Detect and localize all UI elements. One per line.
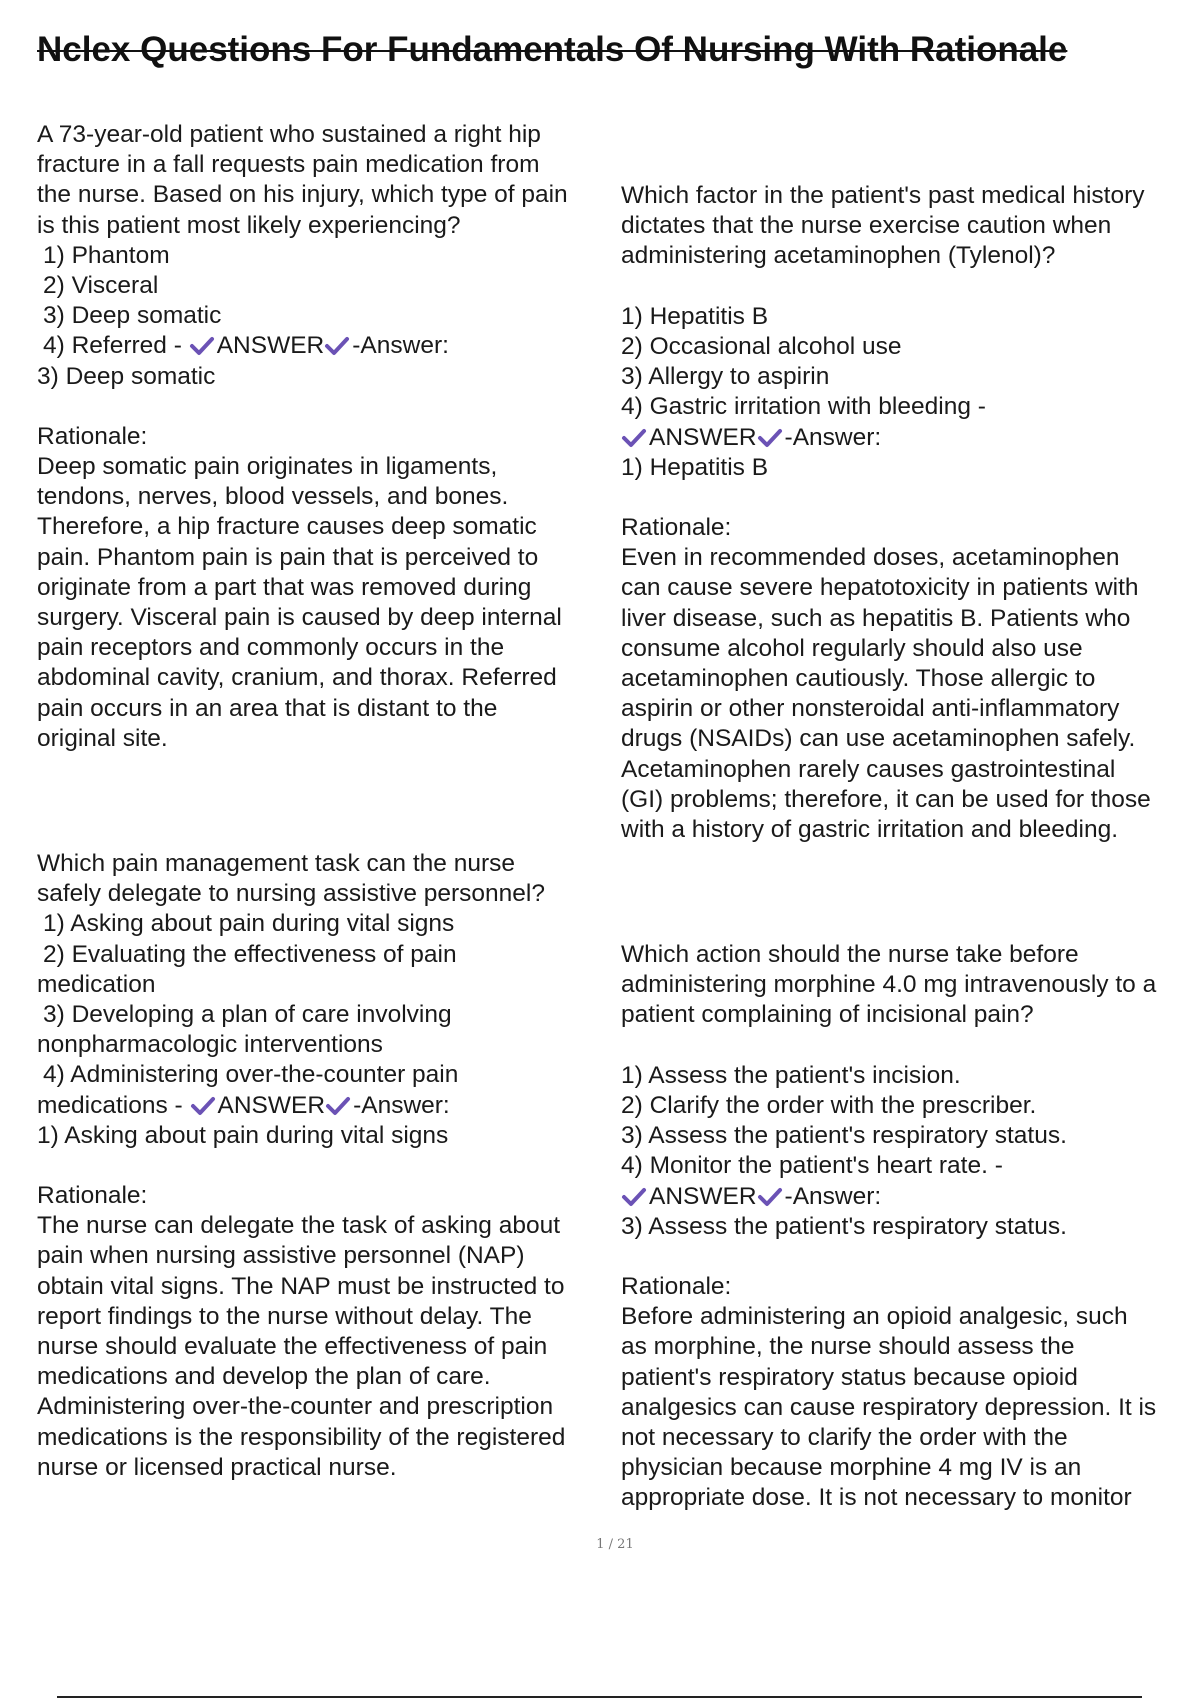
rationale-line: drugs (NSAIDs) can use acetaminophen safely. bbox=[621, 725, 1136, 753]
rationale-line: with a history of gastric irritation and bleeding. bbox=[621, 815, 1119, 843]
question-stem-line: administering morphine 4.0 mg intravenously to a bbox=[621, 971, 1157, 999]
rationale-line: liver disease, such as hepatitis B. Patients who bbox=[621, 604, 1131, 632]
question-stem-line: safely delegate to nursing assistive personnel? bbox=[37, 880, 546, 908]
answer-suffix: -Answer: bbox=[353, 1091, 450, 1119]
rationale-label: Rationale: bbox=[37, 1182, 148, 1210]
question-stem-line: is this patient most likely experiencing? bbox=[37, 211, 461, 239]
check-icon bbox=[621, 426, 647, 456]
answer-option: 3) Assess the patient's respiratory status. bbox=[621, 1122, 1067, 1150]
rationale-line: can cause severe hepatotoxicity in patients with bbox=[621, 574, 1139, 602]
question-stem-line: Which pain management task can the nurse bbox=[37, 850, 516, 877]
correct-answer: 3) Deep somatic bbox=[37, 362, 216, 390]
answer-tag: ANSWER bbox=[217, 1091, 326, 1119]
answer-suffix: -Answer: bbox=[784, 423, 882, 451]
rationale-line: The nurse can delegate the task of asking about bbox=[37, 1212, 561, 1240]
question-stem-line: the nurse. Based on his injury, which type of pain bbox=[37, 181, 568, 209]
right-question-1 bbox=[621, 181, 1151, 845]
answer-key bbox=[621, 423, 1151, 453]
answer-tag: ANSWER bbox=[649, 1182, 757, 1210]
answer-suffix: -Answer: bbox=[352, 332, 449, 360]
answer-option: 1) Asking about pain during vital signs bbox=[43, 910, 455, 938]
rationale-line: pain. Phantom pain is pain that is perceived to bbox=[37, 543, 539, 571]
answer-suffix: -Answer: bbox=[784, 1182, 882, 1210]
rationale-line: medications and develop the plan of care. bbox=[37, 1363, 491, 1391]
rationale-line: surgery. Visceral pain is caused by deep internal bbox=[37, 604, 562, 631]
answer-option-continued: medications - bbox=[37, 1091, 183, 1119]
answer-option: 1) Hepatitis B bbox=[621, 302, 769, 330]
rationale-line: tendons, nerves, blood vessels, and bones. bbox=[37, 483, 509, 511]
answer-option: 4) Monitor the patient's heart rate. - bbox=[621, 1152, 1003, 1180]
answer-tag: ANSWER bbox=[216, 332, 325, 360]
rationale-line: Administering over-the-counter and prescription bbox=[37, 1393, 554, 1421]
question-stem-line: fracture in a fall requests pain medication from bbox=[37, 151, 540, 179]
left-question-1 bbox=[37, 120, 568, 754]
rationale-line: pain receptors and commonly occurs in the bbox=[37, 634, 505, 662]
answer-option-with-key bbox=[37, 1091, 565, 1121]
rationale-line: Before administering an opioid analgesic, such bbox=[621, 1303, 1128, 1331]
correct-answer: 1) Hepatitis B bbox=[621, 453, 769, 481]
check-icon bbox=[325, 1094, 351, 1124]
rationale-line: obtain vital signs. The NAP must be instructed to bbox=[37, 1272, 565, 1300]
answer-option: 1) Phantom bbox=[43, 241, 170, 269]
page-number: 1 / 21 bbox=[596, 1537, 634, 1552]
rationale-line: consume alcohol regularly should also use bbox=[621, 634, 1083, 662]
rationale-line: pain when nursing assistive personnel (NAP) bbox=[37, 1242, 525, 1270]
rationale-line: pain occurs in an area that is distant to the bbox=[37, 694, 498, 722]
answer-option: 3) Deep somatic bbox=[43, 302, 222, 330]
answer-option-continued: nonpharmacologic interventions bbox=[37, 1031, 383, 1059]
rationale-line: Even in recommended doses, acetaminophen bbox=[621, 544, 1120, 572]
rationale-line: patient's respiratory status because opioid bbox=[621, 1363, 1078, 1391]
rationale-label: Rationale: bbox=[37, 422, 148, 450]
question-stem-line: patient complaining of incisional pain? bbox=[621, 1001, 1034, 1029]
answer-option: 2) Occasional alcohol use bbox=[621, 332, 902, 360]
answer-option: 1) Assess the patient's incision. bbox=[621, 1061, 961, 1089]
answer-option: 3) Allergy to aspirin bbox=[621, 363, 830, 391]
answer-option: 2) Evaluating the effectiveness of pain bbox=[43, 940, 457, 968]
check-icon bbox=[757, 426, 783, 456]
rationale-line: Therefore, a hip fracture causes deep somatic bbox=[37, 513, 537, 541]
rationale-line: nurse or licensed practical nurse. bbox=[37, 1453, 397, 1481]
question-stem-line: A 73-year-old patient who sustained a right hip bbox=[37, 121, 541, 148]
rationale-line: as morphine, the nurse should assess the bbox=[621, 1333, 1075, 1361]
check-icon bbox=[324, 334, 350, 364]
rationale-line: acetaminophen cautiously. Those allergic to bbox=[621, 665, 1096, 692]
answer-option-continued: medication bbox=[37, 970, 156, 998]
question-stem-line: Which factor in the patient's past medical history bbox=[621, 182, 1145, 209]
answer-option: 3) Developing a plan of care involving bbox=[43, 1000, 452, 1028]
check-icon bbox=[190, 1094, 216, 1124]
rationale-label: Rationale: bbox=[621, 514, 732, 542]
right-question-2 bbox=[621, 940, 1156, 1514]
rationale-line: not necessary to clarify the order with the bbox=[621, 1424, 1068, 1451]
rationale-line: nurse should evaluate the effectiveness of pain bbox=[37, 1333, 548, 1360]
question-stem-line: administering acetaminophen (Tylenol)? bbox=[621, 242, 1056, 270]
answer-option: 4) Referred - bbox=[43, 332, 182, 360]
rationale-line: appropriate dose. It is not necessary to monitor bbox=[621, 1484, 1132, 1512]
correct-answer: 3) Assess the patient's respiratory status. bbox=[621, 1212, 1067, 1240]
answer-option-with-key bbox=[37, 331, 568, 361]
answer-tag: ANSWER bbox=[649, 423, 757, 451]
answer-key bbox=[621, 1182, 1156, 1212]
answer-option: 4) Administering over-the-counter pain bbox=[43, 1061, 459, 1089]
document-title: Nclex Questions For Fundamentals Of Nursing With Rationale bbox=[37, 30, 1068, 69]
rationale-line: Deep somatic pain originates in ligaments, bbox=[37, 453, 498, 481]
rationale-line: aspirin or other nonsteroidal anti-inflammatory bbox=[621, 695, 1120, 723]
left-question-2 bbox=[37, 849, 565, 1483]
answer-option: 4) Gastric irritation with bleeding - bbox=[621, 393, 986, 421]
check-icon bbox=[189, 334, 215, 364]
rationale-line: original site. bbox=[37, 724, 168, 752]
rationale-line: analgesics can cause respiratory depression. It is bbox=[621, 1393, 1157, 1421]
rationale-line: (GI) problems; therefore, it can be used for those bbox=[621, 785, 1151, 813]
check-icon bbox=[757, 1185, 783, 1215]
answer-option: 2) Visceral bbox=[43, 271, 159, 299]
rationale-line: physician because morphine 4 mg IV is an bbox=[621, 1454, 1082, 1482]
correct-answer: 1) Asking about pain during vital signs bbox=[37, 1121, 449, 1149]
rationale-label: Rationale: bbox=[621, 1273, 732, 1301]
rationale-line: Acetaminophen rarely causes gastrointestinal bbox=[621, 755, 1116, 783]
rationale-line: report findings to the nurse without delay. The bbox=[37, 1302, 532, 1330]
rationale-line: originate from a part that was removed during bbox=[37, 573, 532, 601]
answer-option: 2) Clarify the order with the prescriber. bbox=[621, 1091, 1037, 1119]
rationale-line: medications is the responsibility of the registered bbox=[37, 1423, 566, 1451]
rationale-line: abdominal cavity, cranium, and thorax. Referred bbox=[37, 664, 557, 692]
question-stem-line: Which action should the nurse take before bbox=[621, 941, 1079, 968]
check-icon bbox=[621, 1185, 647, 1215]
footer-divider bbox=[57, 1696, 1142, 1698]
question-stem-line: dictates that the nurse exercise caution when bbox=[621, 212, 1112, 240]
